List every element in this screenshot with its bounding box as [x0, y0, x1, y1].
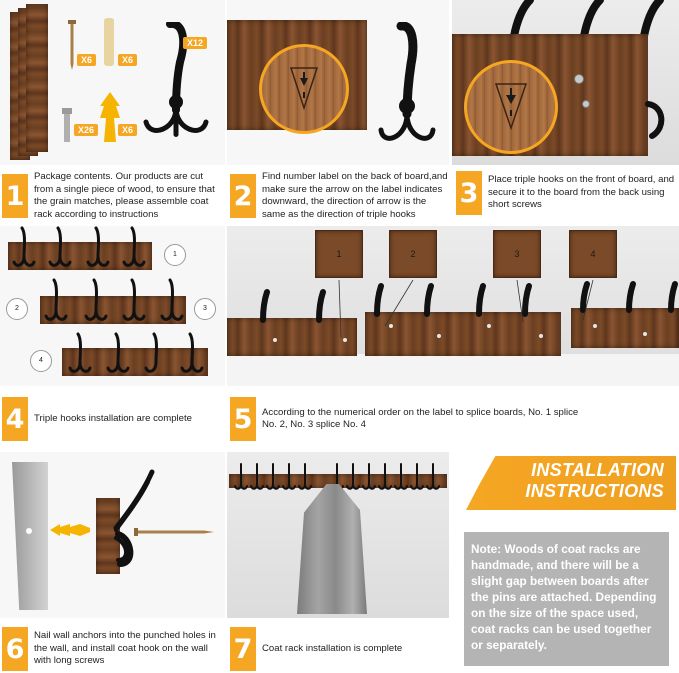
- splice-boards-photo: [227, 226, 679, 386]
- wall-mount-photo: [0, 452, 225, 618]
- wall-anchor-icon: [50, 522, 90, 538]
- wall-section: [12, 462, 48, 610]
- step-text: Package contents. Our products are cut from a single piece of wood, to ensure that the grain matches, please assemble coat rack according to instructions: [34, 171, 215, 220]
- board-label-photo: [227, 0, 449, 165]
- board-stack: [26, 4, 48, 152]
- hook-mounting-photo: [452, 0, 679, 165]
- triple-hook-icon: [112, 468, 162, 568]
- step-6: [2, 627, 224, 671]
- step-number: 2: [230, 174, 256, 218]
- installation-title: [466, 456, 676, 512]
- step-number: 3: [456, 171, 482, 215]
- label-marker: 2: [6, 298, 28, 320]
- step-number: 4: [2, 397, 28, 441]
- step-number: 6: [2, 627, 28, 671]
- number-label-4: 4: [569, 230, 617, 278]
- hook-shanks-icon: [227, 226, 679, 386]
- step-7: [230, 627, 452, 671]
- step-2: [230, 171, 452, 221]
- number-label-1: 1: [315, 230, 363, 278]
- hook-tip-icon: [642, 100, 672, 140]
- step-5: [230, 397, 590, 441]
- step-text: According to the numerical order on the label to splice boards, No. 1 splice No. 2, No. 3 splice No. 4: [262, 406, 579, 430]
- step-3: [456, 171, 678, 215]
- quantity-badge: X6: [118, 124, 137, 136]
- triple-hook-icon: [377, 22, 437, 150]
- number-label-3: 3: [493, 230, 541, 278]
- label-marker: 1: [164, 244, 186, 266]
- quantity-badge: X6: [118, 54, 137, 66]
- screw-head: [582, 100, 590, 108]
- step-number: 7: [230, 627, 256, 671]
- installed-rack-photo: [227, 452, 449, 618]
- arrow-down-icon: [289, 64, 319, 114]
- wall-anchor-icon: [104, 18, 114, 66]
- step-text: Coat rack installation is complete: [262, 642, 403, 654]
- long-screw-icon: [134, 526, 214, 538]
- wall-hole: [26, 528, 32, 534]
- step-text: Place triple hooks on the front of board, and secure it to the board from the back using short screws: [488, 174, 675, 211]
- bolt-icon: [60, 108, 74, 142]
- step-text: Triple hooks installation are complete: [34, 412, 193, 424]
- screw-head: [574, 74, 584, 84]
- quantity-badge: X12: [183, 37, 207, 49]
- title-line-2: INSTRUCTIONS: [525, 481, 664, 501]
- quantity-badge: X26: [74, 124, 98, 136]
- step-number: 5: [230, 397, 256, 441]
- label-marker: 4: [30, 350, 52, 372]
- package-contents-photo: [0, 0, 225, 165]
- quantity-badge: X6: [77, 54, 96, 66]
- step-1: [2, 171, 224, 221]
- number-label-2: 2: [389, 230, 437, 278]
- title-line-1: INSTALLATION: [531, 460, 664, 480]
- hooks-installed-photo: [0, 226, 225, 386]
- step-text: Find number label on the back of board,and make sure the arrow on the label indicates downward, the direction of arrow is the same as the direction of triple hooks: [262, 171, 448, 220]
- arrow-down-icon: [494, 80, 528, 134]
- label-marker: 3: [194, 298, 216, 320]
- step-4: [2, 397, 224, 441]
- note-box: Note: Woods of coat racks are handmade, and there will be a slight gap between boards after the pins are attached. Depending on the size of the space used, coat racks can be used together or separately.: [464, 532, 669, 666]
- step-number: 1: [2, 174, 28, 218]
- step-text: Nail wall anchors into the punched holes in the wall, and install coat hook on the wall with long screws: [34, 630, 216, 667]
